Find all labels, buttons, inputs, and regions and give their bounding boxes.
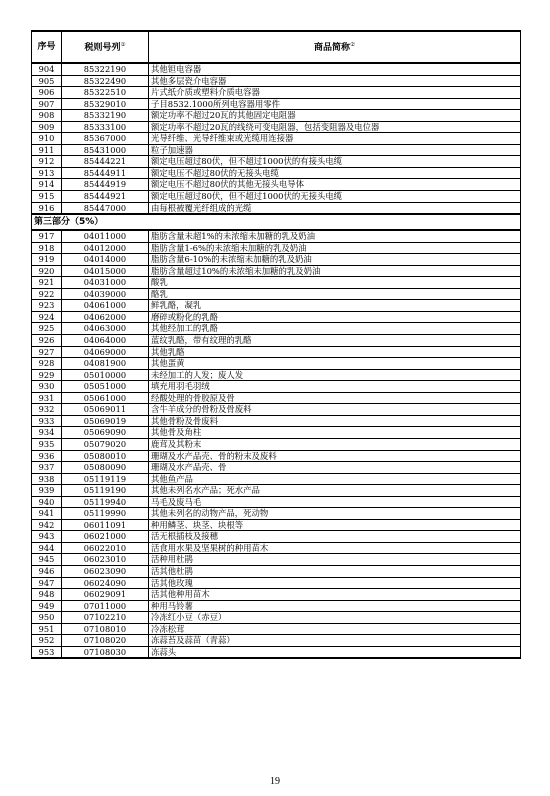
table-header bbox=[32, 31, 521, 63]
row-seq: 952 bbox=[32, 635, 62, 647]
row-seq: 950 bbox=[32, 612, 62, 624]
row-seq: 928 bbox=[32, 358, 62, 370]
row-description: 冷冻红小豆（赤豆） bbox=[149, 612, 521, 624]
row-description: 其他骨粉及骨废料 bbox=[149, 415, 521, 427]
table-row bbox=[32, 277, 521, 289]
row-description: 活其他杜鹃 bbox=[149, 565, 521, 577]
row-seq: 948 bbox=[32, 589, 62, 601]
table-row bbox=[32, 191, 521, 203]
row-seq: 914 bbox=[32, 179, 62, 191]
table-row bbox=[32, 202, 521, 214]
tariff-table bbox=[31, 30, 521, 659]
row-seq: 947 bbox=[32, 577, 62, 589]
table-row bbox=[32, 612, 521, 624]
row-description: 种用马铃薯 bbox=[149, 600, 521, 612]
row-seq: 944 bbox=[32, 542, 62, 554]
row-description: 额定电压超过80伏，但不超过1000伏的有接头电缆 bbox=[149, 156, 521, 168]
row-tariff-code: 07011000 bbox=[62, 600, 149, 612]
row-seq: 925 bbox=[32, 323, 62, 335]
row-seq: 916 bbox=[32, 202, 62, 214]
row-description: 其他钽电容器 bbox=[149, 63, 521, 75]
table-row bbox=[32, 646, 521, 658]
row-tariff-code: 85332190 bbox=[62, 110, 149, 122]
row-seq: 923 bbox=[32, 300, 62, 312]
row-description: 其他蛋黄 bbox=[149, 358, 521, 370]
row-tariff-code: 06023010 bbox=[62, 554, 149, 566]
table-row bbox=[32, 415, 521, 427]
row-tariff-code: 85444911 bbox=[62, 167, 149, 179]
row-description: 珊瑚及水产品壳、骨 bbox=[149, 462, 521, 474]
table-row bbox=[32, 450, 521, 462]
row-description: 经酸处理的骨胶原及骨 bbox=[149, 392, 521, 404]
row-tariff-code: 05069019 bbox=[62, 415, 149, 427]
row-description: 酪乳 bbox=[149, 288, 521, 300]
row-description: 鲜乳酪，凝乳 bbox=[149, 300, 521, 312]
row-description: 种用鳞茎、块茎、块根等 bbox=[149, 519, 521, 531]
row-tariff-code: 04081900 bbox=[62, 358, 149, 370]
row-seq: 933 bbox=[32, 415, 62, 427]
row-description: 额定功率不超过20瓦的线绕可变电阻器，包括变阻器及电位器 bbox=[149, 121, 521, 133]
table-row bbox=[32, 381, 521, 393]
row-seq: 940 bbox=[32, 496, 62, 508]
row-tariff-code: 05119119 bbox=[62, 473, 149, 485]
row-tariff-code: 85444919 bbox=[62, 179, 149, 191]
table-row bbox=[32, 323, 521, 335]
row-description: 冻蒜苔及蒜苗（青蒜） bbox=[149, 635, 521, 647]
row-seq: 926 bbox=[32, 335, 62, 347]
table-row bbox=[32, 144, 521, 156]
row-tariff-code: 85322190 bbox=[62, 63, 149, 75]
row-tariff-code: 04039000 bbox=[62, 288, 149, 300]
row-seq: 907 bbox=[32, 98, 62, 110]
row-seq: 943 bbox=[32, 531, 62, 543]
table-row bbox=[32, 392, 521, 404]
header-code: 税则号列① bbox=[62, 31, 149, 63]
table-row bbox=[32, 635, 521, 647]
table-row bbox=[32, 63, 521, 75]
row-tariff-code: 05069090 bbox=[62, 427, 149, 439]
row-tariff-code: 85447000 bbox=[62, 202, 149, 214]
row-description: 含牛羊成分的骨粉及骨废料 bbox=[149, 404, 521, 416]
section-title: 第三部分（5%） bbox=[32, 214, 521, 230]
row-description: 片式纸介质或塑料介质电容器 bbox=[149, 87, 521, 99]
header-name: 商品简称② bbox=[149, 31, 521, 63]
page-number: 19 bbox=[270, 776, 280, 787]
table-row bbox=[32, 265, 521, 277]
table-row bbox=[32, 167, 521, 179]
row-seq: 913 bbox=[32, 167, 62, 179]
row-seq: 922 bbox=[32, 288, 62, 300]
row-tariff-code: 07108020 bbox=[62, 635, 149, 647]
row-tariff-code: 07108030 bbox=[62, 646, 149, 658]
row-tariff-code: 07108010 bbox=[62, 623, 149, 635]
row-seq: 915 bbox=[32, 191, 62, 203]
row-seq: 918 bbox=[32, 242, 62, 254]
footnote-marker: ② bbox=[350, 42, 355, 49]
row-seq: 910 bbox=[32, 133, 62, 145]
table-row bbox=[32, 485, 521, 497]
row-description: 其他经加工的乳酪 bbox=[149, 323, 521, 335]
table-row bbox=[32, 98, 521, 110]
row-seq: 932 bbox=[32, 404, 62, 416]
row-tariff-code: 06023090 bbox=[62, 565, 149, 577]
row-tariff-code: 05080090 bbox=[62, 462, 149, 474]
row-tariff-code: 85431000 bbox=[62, 144, 149, 156]
row-description: 活其他种用苗木 bbox=[149, 589, 521, 601]
row-tariff-code: 06011091 bbox=[62, 519, 149, 531]
table-row bbox=[32, 519, 521, 531]
row-description: 活食用水果及坚果树的种用苗木 bbox=[149, 542, 521, 554]
row-description: 磨碎或粉化的乳酪 bbox=[149, 311, 521, 323]
row-tariff-code: 85367000 bbox=[62, 133, 149, 145]
table-row bbox=[32, 311, 521, 323]
row-tariff-code: 05069011 bbox=[62, 404, 149, 416]
row-description: 珊瑚及水产品壳、骨的粉末及废料 bbox=[149, 450, 521, 462]
row-description: 脂肪含量1-6%的未浓缩未加糖的乳及奶油 bbox=[149, 242, 521, 254]
row-tariff-code: 05119990 bbox=[62, 508, 149, 520]
row-description: 酸乳 bbox=[149, 277, 521, 289]
row-tariff-code: 06021000 bbox=[62, 531, 149, 543]
table-row bbox=[32, 254, 521, 266]
row-seq: 929 bbox=[32, 369, 62, 381]
row-tariff-code: 85444221 bbox=[62, 156, 149, 168]
row-seq: 935 bbox=[32, 438, 62, 450]
table-row bbox=[32, 179, 521, 191]
row-tariff-code: 06024090 bbox=[62, 577, 149, 589]
row-description: 填充用羽毛羽绒 bbox=[149, 381, 521, 393]
row-tariff-code: 85322490 bbox=[62, 75, 149, 87]
row-seq: 937 bbox=[32, 462, 62, 474]
row-seq: 917 bbox=[32, 230, 62, 242]
row-seq: 924 bbox=[32, 311, 62, 323]
table-row bbox=[32, 473, 521, 485]
table-row bbox=[32, 427, 521, 439]
table-row bbox=[32, 346, 521, 358]
row-description: 粒子加速器 bbox=[149, 144, 521, 156]
table-row bbox=[32, 496, 521, 508]
row-tariff-code: 05119190 bbox=[62, 485, 149, 497]
row-tariff-code: 05051000 bbox=[62, 381, 149, 393]
row-description: 其他未列名水产品；死水产品 bbox=[149, 485, 521, 497]
table-row bbox=[32, 300, 521, 312]
section-header-row bbox=[32, 214, 521, 230]
row-seq: 905 bbox=[32, 75, 62, 87]
row-tariff-code: 05080010 bbox=[62, 450, 149, 462]
row-description: 蓝纹乳酪，带有纹理的乳酪 bbox=[149, 335, 521, 347]
row-tariff-code: 85444921 bbox=[62, 191, 149, 203]
table-row bbox=[32, 87, 521, 99]
table-row bbox=[32, 358, 521, 370]
row-description: 活种用杜鹃 bbox=[149, 554, 521, 566]
table-row bbox=[32, 288, 521, 300]
header-seq: 序号 bbox=[32, 31, 62, 63]
row-description: 由每根被覆光纤组成的光缆 bbox=[149, 202, 521, 214]
tariff-table-page bbox=[31, 30, 520, 659]
row-description: 未经加工的人发；废人发 bbox=[149, 369, 521, 381]
row-description: 额定电压超过80伏，但不超过1000伏的无接头电缆 bbox=[149, 191, 521, 203]
row-tariff-code: 07102210 bbox=[62, 612, 149, 624]
row-seq: 909 bbox=[32, 121, 62, 133]
row-description: 光导纤维、光导纤维束或光缆用连接器 bbox=[149, 133, 521, 145]
row-tariff-code: 06029091 bbox=[62, 589, 149, 601]
table-row bbox=[32, 156, 521, 168]
table-row bbox=[32, 335, 521, 347]
table-row bbox=[32, 75, 521, 87]
row-seq: 906 bbox=[32, 87, 62, 99]
row-tariff-code: 85322510 bbox=[62, 87, 149, 99]
row-description: 其他鱼产品 bbox=[149, 473, 521, 485]
row-description: 脂肪含量超过10%的未浓缩未加糖的乳及奶油 bbox=[149, 265, 521, 277]
row-tariff-code: 04064000 bbox=[62, 335, 149, 347]
row-tariff-code: 85329010 bbox=[62, 98, 149, 110]
row-description: 脂肪含量未超1%的未浓缩未加糖的乳及奶油 bbox=[149, 230, 521, 242]
table-row bbox=[32, 230, 521, 242]
row-seq: 941 bbox=[32, 508, 62, 520]
row-tariff-code: 05061000 bbox=[62, 392, 149, 404]
row-tariff-code: 05119940 bbox=[62, 496, 149, 508]
row-description: 活无根插枝及接穗 bbox=[149, 531, 521, 543]
row-description: 鹿茸及其粉末 bbox=[149, 438, 521, 450]
table-row bbox=[32, 589, 521, 601]
table-body-part-b bbox=[32, 230, 521, 658]
section-row-group bbox=[32, 214, 521, 230]
table-row bbox=[32, 508, 521, 520]
row-tariff-code: 05079020 bbox=[62, 438, 149, 450]
row-tariff-code: 04014000 bbox=[62, 254, 149, 266]
row-seq: 931 bbox=[32, 392, 62, 404]
row-tariff-code: 04062000 bbox=[62, 311, 149, 323]
row-seq: 927 bbox=[32, 346, 62, 358]
row-tariff-code: 04061000 bbox=[62, 300, 149, 312]
row-seq: 920 bbox=[32, 265, 62, 277]
row-tariff-code: 04031000 bbox=[62, 277, 149, 289]
table-row bbox=[32, 600, 521, 612]
row-seq: 911 bbox=[32, 144, 62, 156]
row-tariff-code: 04012000 bbox=[62, 242, 149, 254]
row-seq: 946 bbox=[32, 565, 62, 577]
row-tariff-code: 85333100 bbox=[62, 121, 149, 133]
row-description: 其他乳酪 bbox=[149, 346, 521, 358]
row-seq: 939 bbox=[32, 485, 62, 497]
table-row bbox=[32, 542, 521, 554]
row-description: 其他未列名的动物产品，死动物 bbox=[149, 508, 521, 520]
row-description: 子目8532.1000所列电容器用零件 bbox=[149, 98, 521, 110]
row-seq: 921 bbox=[32, 277, 62, 289]
row-seq: 942 bbox=[32, 519, 62, 531]
row-description: 脂肪含量6-10%的未浓缩未加糖的乳及奶油 bbox=[149, 254, 521, 266]
row-seq: 953 bbox=[32, 646, 62, 658]
footnote-marker: ① bbox=[120, 42, 126, 49]
row-tariff-code: 04015000 bbox=[62, 265, 149, 277]
row-description: 额定电压不超过80伏的无接头电缆 bbox=[149, 167, 521, 179]
row-description: 冻蒜头 bbox=[149, 646, 521, 658]
row-description: 额定电压不超过80伏的其他无接头电导体 bbox=[149, 179, 521, 191]
row-description: 额定功率不超过20瓦的其他固定电阻器 bbox=[149, 110, 521, 122]
row-seq: 938 bbox=[32, 473, 62, 485]
row-description: 活其他玫瑰 bbox=[149, 577, 521, 589]
table-row bbox=[32, 462, 521, 474]
row-description: 冷冻松茸 bbox=[149, 623, 521, 635]
row-seq: 949 bbox=[32, 600, 62, 612]
table-row bbox=[32, 242, 521, 254]
table-row bbox=[32, 565, 521, 577]
row-tariff-code: 04011000 bbox=[62, 230, 149, 242]
table-row bbox=[32, 531, 521, 543]
table-row bbox=[32, 623, 521, 635]
row-seq: 951 bbox=[32, 623, 62, 635]
row-tariff-code: 04063000 bbox=[62, 323, 149, 335]
table-row bbox=[32, 577, 521, 589]
row-seq: 908 bbox=[32, 110, 62, 122]
table-row bbox=[32, 110, 521, 122]
row-tariff-code: 04069000 bbox=[62, 346, 149, 358]
row-tariff-code: 05010000 bbox=[62, 369, 149, 381]
table-row bbox=[32, 554, 521, 566]
row-description: 其他多层瓷介电容器 bbox=[149, 75, 521, 87]
table-row bbox=[32, 133, 521, 145]
table-row bbox=[32, 121, 521, 133]
table-row bbox=[32, 369, 521, 381]
row-seq: 904 bbox=[32, 63, 62, 75]
table-body-part-a bbox=[32, 63, 521, 214]
row-seq: 936 bbox=[32, 450, 62, 462]
row-seq: 945 bbox=[32, 554, 62, 566]
table-row bbox=[32, 438, 521, 450]
row-seq: 930 bbox=[32, 381, 62, 393]
row-description: 其他骨及角柱 bbox=[149, 427, 521, 439]
row-seq: 919 bbox=[32, 254, 62, 266]
table-row bbox=[32, 404, 521, 416]
row-tariff-code: 06022010 bbox=[62, 542, 149, 554]
row-seq: 912 bbox=[32, 156, 62, 168]
row-seq: 934 bbox=[32, 427, 62, 439]
row-description: 马毛及废马毛 bbox=[149, 496, 521, 508]
